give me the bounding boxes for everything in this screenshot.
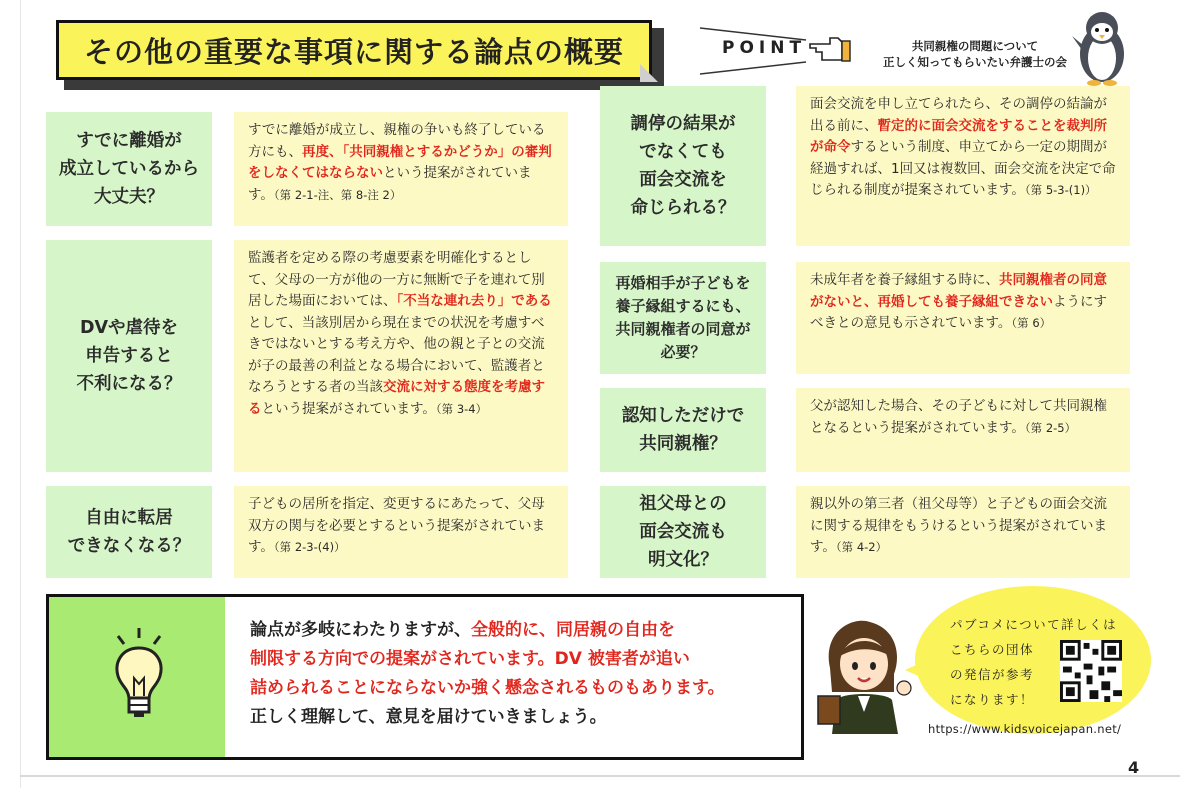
summary-line1-red: 全般的に、同居親の自由を — [471, 620, 675, 640]
answer-text: ようにすべきとの意見も示されています。 — [810, 293, 1107, 331]
reference-text: （第 4-2） — [835, 540, 888, 554]
answer-text: 未成年者を養子縁組する時に、 — [810, 272, 999, 288]
question-acknowledgment: 認知しただけで 共同親権？ — [600, 388, 766, 472]
reference-text: （第 2-3-(4)） — [273, 540, 346, 554]
answer-text: 監護者を定める際の考慮要素を明確化するとして、父母の一方が他の一方に無断で子を連れて別居した場面においては、 — [248, 250, 545, 309]
answer-text: するという制度、申立てから一定の期間が経過すれば、1回又は複数回、面会交流を決定で命じられる制度が提案されています。 — [810, 139, 1116, 198]
bottom-rule — [20, 775, 1180, 777]
answer-text: 親以外の第三者（祖父母等）と子どもの面会交流に関する規律をもうけるという提案がされています。 — [810, 496, 1107, 555]
answer-acknowledgment — [796, 388, 1130, 472]
reference-text: （第 3-4） — [435, 401, 488, 416]
org-name: 共同親権の問題について 正しく知ってもらいたい弁護士の会 — [883, 39, 1067, 69]
pointing-hand-icon — [808, 30, 852, 66]
page-number: 4 — [1128, 758, 1140, 777]
question-mediation-visitation: 調停の結果が でなくても 面会交流を 命じられる？ — [600, 86, 766, 246]
highlight-text: 交流に対する態度を考慮する — [248, 379, 545, 417]
highlight-text: 共同親権者の同意がないと、再婚しても養子縁組できない — [810, 272, 1107, 310]
answer-already-divorced — [234, 112, 568, 226]
reference-text: （第 2-5） — [1024, 420, 1077, 435]
question-adoption-consent: 再婚相手が子どもを 養子縁組するにも、 共同親権者の同意が 必要？ — [600, 262, 766, 374]
point-label: POINT — [722, 38, 807, 58]
page-title: その他の重要な事項に関する論点の概要 — [56, 20, 652, 80]
page-edge — [20, 0, 21, 788]
qr-code-icon[interactable] — [1060, 640, 1122, 702]
title-banner — [56, 20, 668, 94]
reference-text: （第 2-1-注、第 8-注 2） — [273, 187, 402, 202]
penguin-icon — [1070, 6, 1134, 86]
light-bulb-icon — [106, 626, 172, 722]
question-grandparents: 祖父母との 面会交流も 明文化？ — [600, 486, 766, 578]
title-fold — [640, 64, 658, 82]
highlight-text: 暫定的に面会交流をすることを裁判所が命令 — [810, 117, 1107, 155]
lawyer-character-icon — [812, 612, 916, 734]
summary-line1-plain: 論点が多岐にわたりますが、 — [250, 620, 471, 640]
summary-line3: 詰められることにならないか強く懸念されるものもあります。 — [250, 678, 725, 698]
reference-text: （第 6） — [1011, 316, 1052, 330]
answer-adoption-consent — [796, 262, 1130, 374]
highlight-text: 再度、「共同親権とするかどうか」の審判をしなくてはならない — [248, 143, 552, 181]
answer-grandparents — [796, 486, 1130, 578]
answer-text: という提案がされています。 — [261, 400, 436, 417]
question-already-divorced: すでに離婚が 成立しているから 大丈夫？ — [46, 112, 212, 226]
answer-relocation — [234, 486, 568, 578]
answer-text: 面会交流を申し立てられたら、その調停の結論が出る前に、 — [810, 96, 1107, 134]
question-dv-abuse: DVや虐待を 申告すると 不利になる？ — [46, 240, 212, 472]
answer-dv-abuse — [234, 240, 568, 472]
highlight-text: 「不当な連れ去り」である — [396, 293, 552, 309]
answer-text: という提案がされています。 — [248, 165, 532, 203]
bubble-text: パブコメについて詳しくは こちらの団体 の発信が参考 になります！ — [950, 617, 1118, 707]
answer-text: 父が認知した場合、その子どもに対して共同親権となるという提案がされています。 — [810, 398, 1107, 436]
summary-text — [250, 616, 790, 732]
answer-mediation-visitation — [796, 86, 1130, 246]
answer-text: すでに離婚が成立し、親権の争いも終了している方にも、 — [248, 122, 546, 160]
answer-text: 子どもの居所を指定、変更するにあたって、父母双方の関与を必要とするという提案がされています。 — [248, 496, 545, 555]
summary-line2: 制限する方向での提案がされています。DV 被害者が追い — [250, 649, 690, 669]
website-link[interactable]: https://www.kidsvoicejapan.net/ — [928, 722, 1122, 736]
question-relocation: 自由に転居 できなくなる？ — [46, 486, 212, 578]
summary-line4: 正しく理解して、意見を届けていきましょう。 — [250, 707, 607, 727]
reference-text: （第 5-3-(1)） — [1024, 183, 1097, 197]
answer-text: として、当該別居から現在までの状況を考慮すべきではないとする考え方や、他の親と子との交流が子の最善の利益となる場合において、監護者となろうとする者の当該 — [248, 314, 545, 395]
